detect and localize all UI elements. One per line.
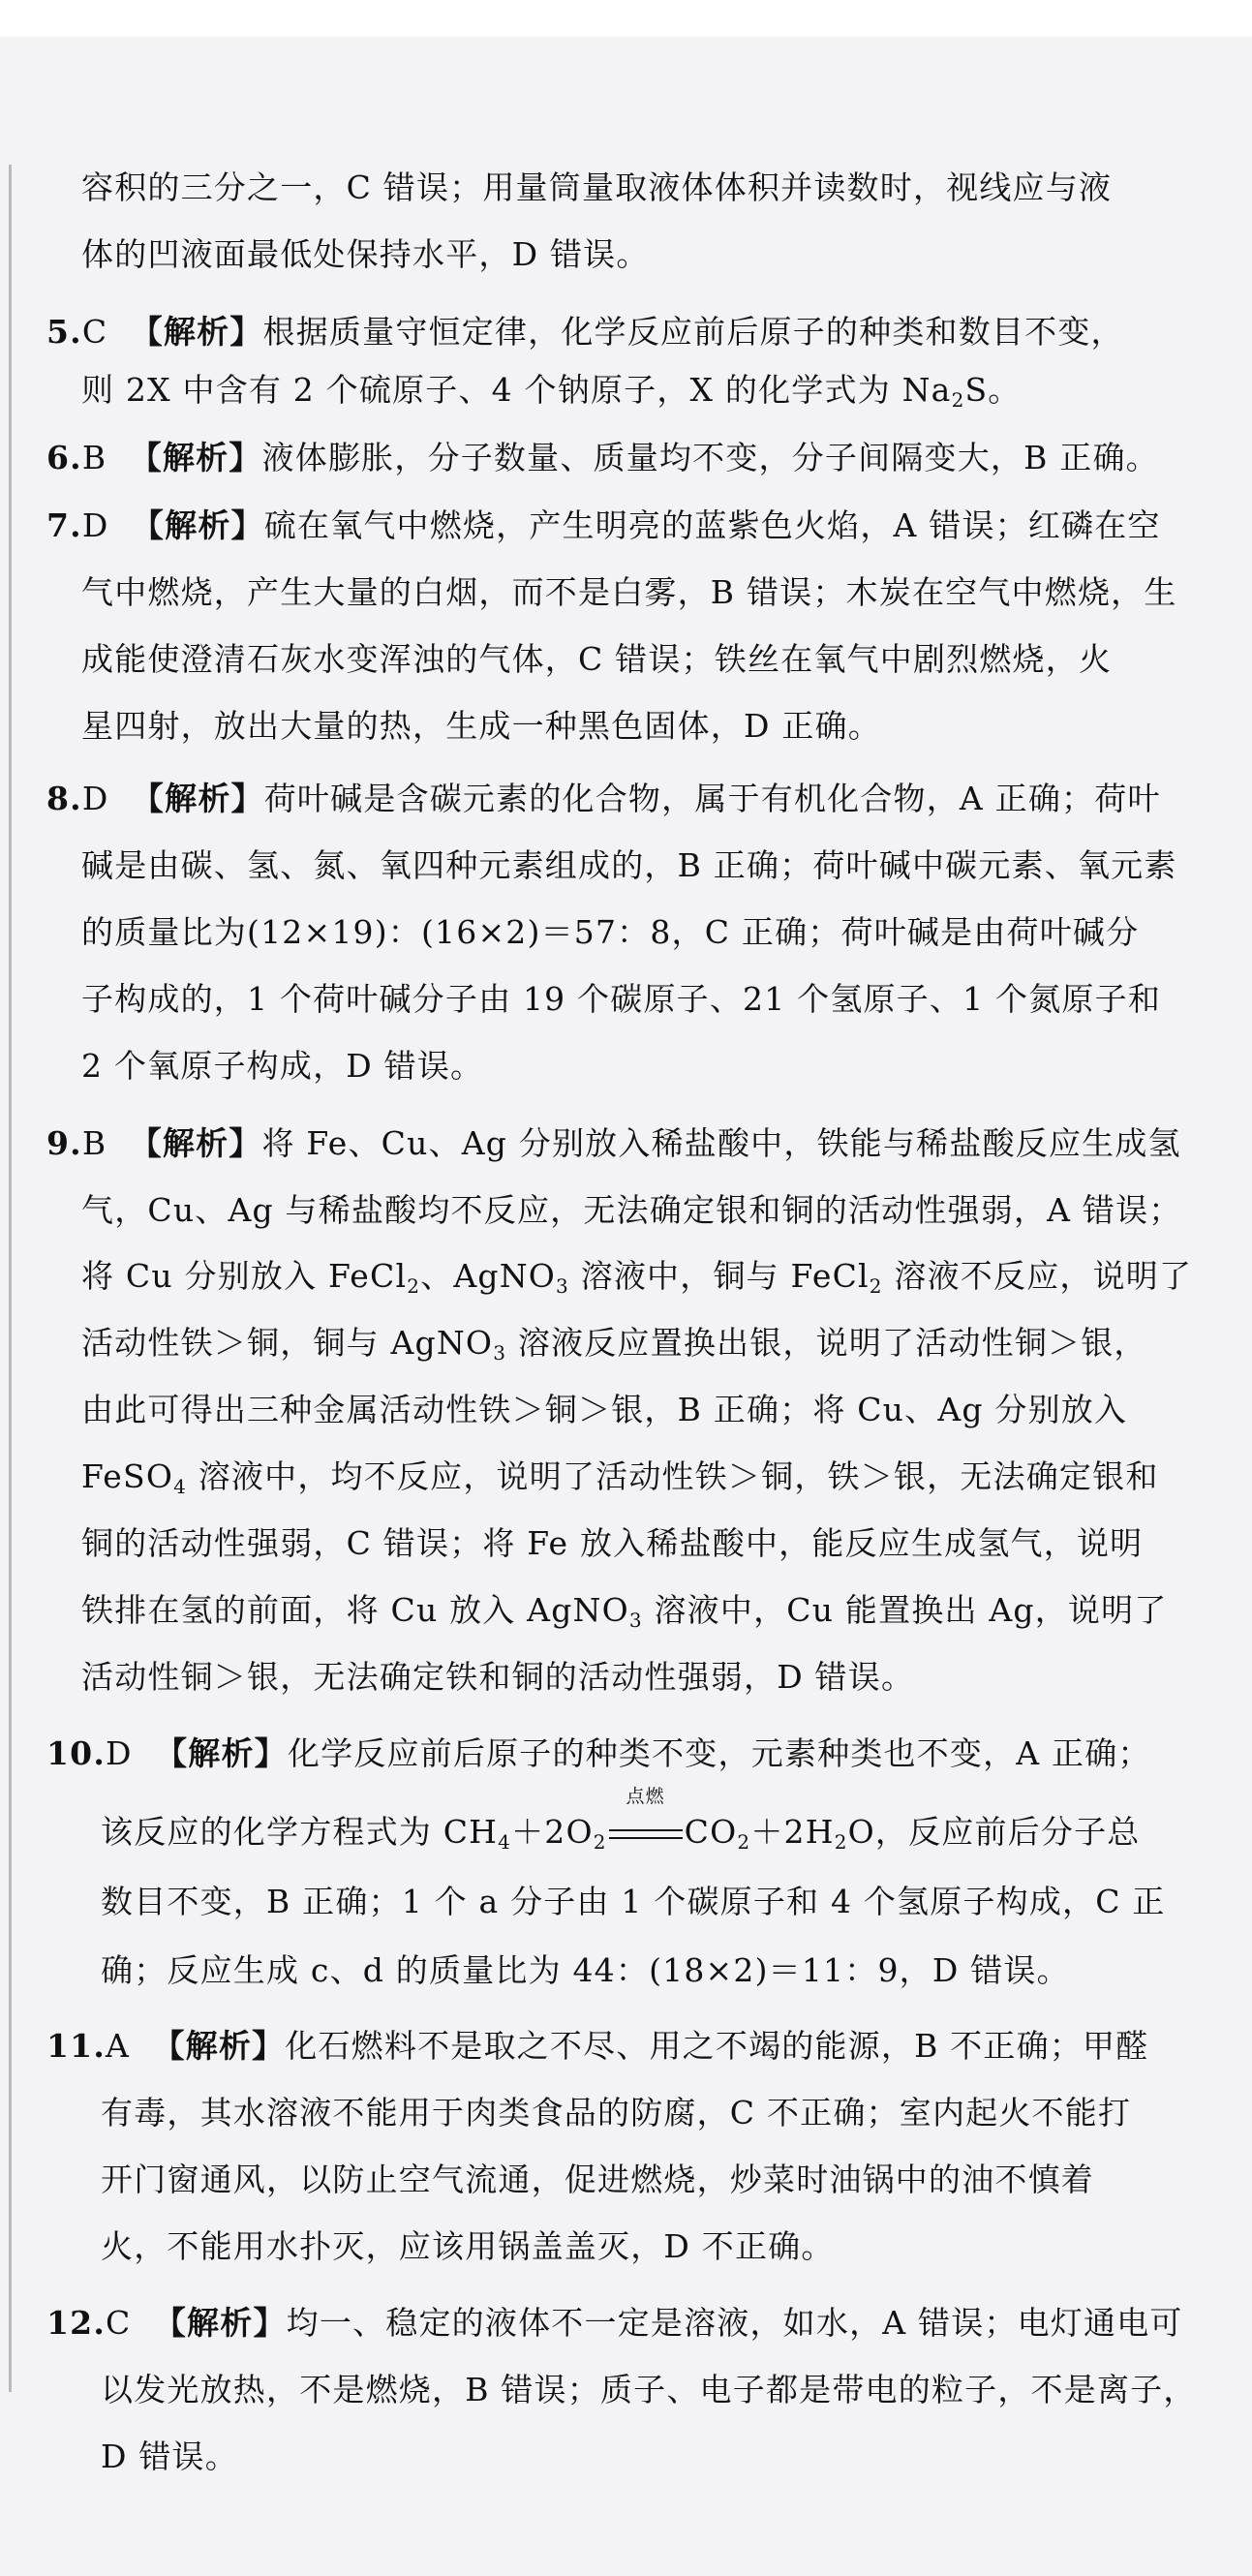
q11-answer: A bbox=[106, 2027, 131, 2065]
q10-text-1: 化学反应前后原子的种类不变，元素种类也不变，A 正确； bbox=[287, 1734, 1151, 1772]
q4-cont-line-1: 容积的三分之一，C 错误；用量筒量取液体体积并读数时，视线应与液 bbox=[81, 169, 1113, 206]
q9-line-1 bbox=[46, 1122, 1181, 1165]
q9-line-6 bbox=[81, 1456, 1159, 1498]
q9-text-6a: FeSO bbox=[81, 1457, 174, 1495]
q5-text-2a: 则 2X 中含有 2 个硫原子、4 个钠原子，X 的化学式为 Na bbox=[81, 371, 952, 409]
q5-analysis-tag: 【解析】 bbox=[130, 313, 263, 351]
q5-answer: C bbox=[81, 313, 108, 351]
q10-text-2a: 该反应的化学方程式为 CH bbox=[101, 1813, 499, 1851]
q7-analysis-tag: 【解析】 bbox=[131, 506, 264, 544]
q5-number: 5. bbox=[46, 313, 82, 351]
q9-line-9: 活动性铜＞银，无法确定铁和铜的活动性强弱，D 错误。 bbox=[81, 1658, 915, 1696]
q9-text-6b: 溶液中，均不反应，说明了活动性铁＞铜，铁＞银，无法确定银和 bbox=[187, 1457, 1159, 1495]
top-bar bbox=[0, 0, 1252, 37]
q9-text-3d: 溶液不反应，说明了 bbox=[882, 1257, 1193, 1295]
q8-line-1 bbox=[46, 778, 1161, 820]
q11-line-4: 火，不能用水扑灭，应该用锅盖盖灭，D 不正确。 bbox=[101, 2227, 835, 2265]
q6-line-1 bbox=[46, 437, 1159, 479]
q10-analysis-tag: 【解析】 bbox=[155, 1734, 288, 1772]
q7-number: 7. bbox=[46, 506, 82, 544]
q9-line-4 bbox=[81, 1322, 1147, 1365]
q6-analysis-tag: 【解析】 bbox=[129, 439, 262, 476]
q10-number: 10. bbox=[46, 1734, 107, 1772]
q9-text-3c: 溶液中，铜与 FeCl bbox=[568, 1257, 870, 1295]
q8-line-4: 子构成的，1 个荷叶碱分子由 19 个碳原子、21 个氢原子、1 个氮原子和 bbox=[81, 980, 1162, 1018]
q8-text-1: 荷叶碱是含碳元素的化合物，属于有机化合物，A 正确；荷叶 bbox=[263, 780, 1161, 817]
q8-line-3: 的质量比为(12×19)：(16×2)＝57：8，C 正确；荷叶碱是由荷叶碱分 bbox=[81, 913, 1140, 951]
q11-text-1: 化石燃料不是取之不尽、用之不竭的能源，B 不正确；甲醛 bbox=[285, 2027, 1149, 2065]
left-margin-rule bbox=[9, 165, 12, 2392]
q9-answer: B bbox=[81, 1124, 107, 1162]
q10-text-2b: ＋2O bbox=[511, 1813, 594, 1851]
q10-line-1 bbox=[46, 1733, 1151, 1775]
q10-line-2 bbox=[101, 1786, 1141, 1854]
q6-text-1: 液体膨胀，分子数量、质量均不变，分子间隔变大，B 正确。 bbox=[261, 439, 1159, 476]
q8-analysis-tag: 【解析】 bbox=[131, 780, 264, 817]
q8-line-2: 碱是由碳、氢、氮、氧四种元素组成的，B 正确；荷叶碱中碳元素、氧元素 bbox=[81, 846, 1177, 884]
q9-text-3b: 、AgNO bbox=[420, 1257, 557, 1295]
q8-answer: D bbox=[81, 780, 109, 817]
q9-text-8a: 铁排在氢的前面，将 Cu 放入 AgNO bbox=[81, 1591, 629, 1629]
q10-text-2e: O，反应前后分子总 bbox=[847, 1813, 1141, 1851]
q9-text-8b: 溶液中，Cu 能置换出 Ag，说明了 bbox=[642, 1591, 1168, 1629]
q10-text-2c: CO bbox=[684, 1813, 738, 1851]
q12-text-1: 均一、稳定的液体不一定是溶液，如水，A 错误；电灯通电可 bbox=[286, 2304, 1183, 2342]
q6-number: 6. bbox=[46, 439, 82, 476]
q9-sub-6: 4 bbox=[173, 1475, 188, 1498]
q10-sub-4: 2 bbox=[834, 1830, 848, 1854]
q9-line-2: 气，Cu、Ag 与稀盐酸均不反应，无法确定银和铜的活动性强弱，A 错误； bbox=[81, 1191, 1182, 1229]
q7-line-3: 成能使澄清石灰水变浑浊的气体，C 错误；铁丝在氧气中剧烈燃烧，火 bbox=[81, 640, 1113, 678]
q5-text-2b: S。 bbox=[964, 371, 1022, 409]
q12-line-2: 以发光放热，不是燃烧，B 错误；质子、电子都是带电的粒子，不是离子， bbox=[101, 2371, 1197, 2408]
q7-text-1: 硫在氧气中燃烧，产生明亮的蓝紫色火焰，A 错误；红磷在空 bbox=[263, 506, 1161, 544]
q11-line-2: 有毒，其水溶液不能用于肉类食品的防腐，C 不正确；室内起火不能打 bbox=[101, 2094, 1132, 2131]
q11-line-1 bbox=[46, 2025, 1148, 2068]
q10-line-3: 数目不变，B 正确；1 个 a 分子由 1 个碳原子和 4 个氢原子构成，C 正 bbox=[101, 1883, 1166, 1920]
q10-sub-2: 2 bbox=[593, 1830, 607, 1854]
q12-number: 12. bbox=[46, 2304, 107, 2342]
q5-sub: 2 bbox=[951, 388, 965, 412]
q9-text-1: 将 Fe、Cu、Ag 分别放入稀盐酸中，铁能与稀盐酸反应生成氢 bbox=[261, 1124, 1181, 1162]
q11-number: 11. bbox=[46, 2027, 107, 2065]
q8-line-5: 2 个氧原子构成，D 错误。 bbox=[81, 1047, 484, 1085]
q4-cont-line-2: 体的凹液面最低处保持水平，D 错误。 bbox=[81, 235, 650, 273]
q12-line-1 bbox=[46, 2302, 1183, 2345]
condition-label: 点燃 bbox=[626, 1786, 665, 1807]
q9-sub-1: 2 bbox=[407, 1274, 421, 1298]
q10-sub-1: 4 bbox=[498, 1830, 512, 1854]
q9-sub-3: 2 bbox=[869, 1274, 883, 1298]
q9-text-3a: 将 Cu 分别放入 FeCl bbox=[81, 1257, 408, 1295]
q10-sub-3: 2 bbox=[737, 1830, 751, 1854]
q6-answer: B bbox=[81, 439, 107, 476]
q5-text-1: 根据质量守恒定律，化学反应前后原子的种类和数目不变， bbox=[262, 313, 1124, 351]
q10-answer: D bbox=[106, 1734, 133, 1772]
q7-line-4: 星四射，放出大量的热，生成一种黑色固体，D 正确。 bbox=[81, 707, 881, 745]
q9-sub-8: 3 bbox=[628, 1609, 643, 1632]
q9-text-4a: 活动性铁＞铜，铜与 AgNO bbox=[81, 1324, 494, 1362]
q7-line-1 bbox=[46, 505, 1161, 547]
q11-analysis-tag: 【解析】 bbox=[152, 2027, 286, 2065]
q12-analysis-tag: 【解析】 bbox=[153, 2304, 287, 2342]
q9-sub-2: 3 bbox=[556, 1274, 569, 1298]
q8-number: 8. bbox=[46, 780, 82, 817]
q12-line-3: D 错误。 bbox=[101, 2438, 238, 2475]
q11-line-3: 开门窗通风，以防止空气流通，促进燃烧，炒菜时油锅中的油不慎着 bbox=[101, 2161, 1094, 2198]
q9-sub-4: 3 bbox=[493, 1341, 507, 1365]
q9-line-7: 铜的活动性强弱，C 错误；将 Fe 放入稀盐酸中，能反应生成氢气，说明 bbox=[81, 1524, 1144, 1562]
q9-analysis-tag: 【解析】 bbox=[129, 1124, 262, 1162]
q9-text-4b: 溶液反应置换出银，说明了活动性铜＞银， bbox=[506, 1324, 1147, 1362]
q9-line-8 bbox=[81, 1589, 1168, 1632]
q9-number: 9. bbox=[46, 1124, 82, 1162]
q10-line-4: 确；反应生成 c、d 的质量比为 44：(18×2)＝11：9，D 错误。 bbox=[101, 1951, 1070, 1989]
q9-line-3 bbox=[81, 1255, 1192, 1298]
q5-line-2 bbox=[81, 369, 1022, 412]
q7-line-2: 气中燃烧，产生大量的白烟，而不是白雾，B 错误；木炭在空气中燃烧，生 bbox=[81, 573, 1177, 611]
q5-line-1 bbox=[46, 311, 1124, 353]
q10-text-2d: ＋2H bbox=[750, 1813, 835, 1851]
reaction-condition bbox=[607, 1786, 685, 1854]
q9-line-5: 由此可得出三种金属活动性铁＞铜＞银，B 正确；将 Cu、Ag 分别放入 bbox=[81, 1391, 1128, 1428]
q12-answer: C bbox=[106, 2304, 132, 2342]
equals-sign bbox=[609, 1829, 683, 1839]
q7-answer: D bbox=[81, 506, 109, 544]
